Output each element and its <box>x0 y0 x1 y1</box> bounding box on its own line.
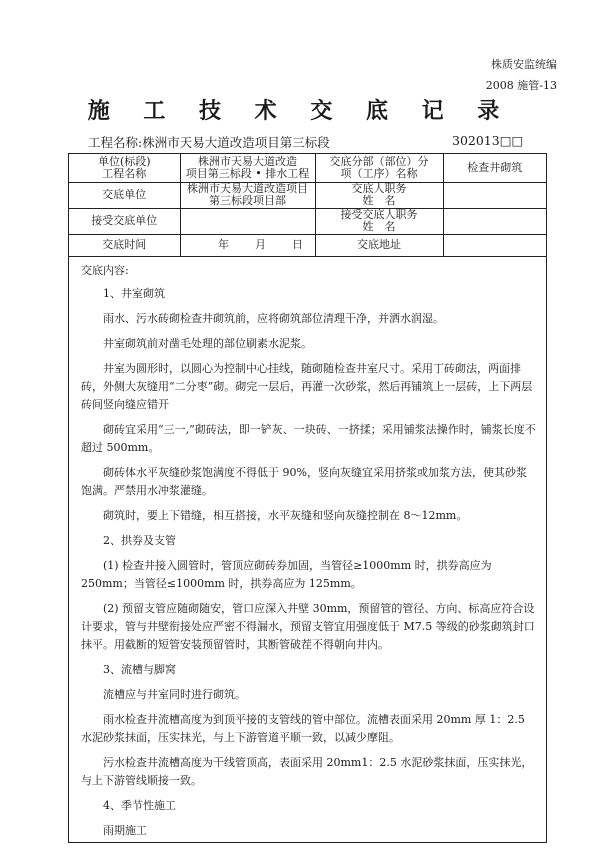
content-paragraph: 砌砖宜采用“三一,”砌砖法，即一铲灰、一块砖、一挤揉；采用铺浆法操作时，铺浆长度不超过 500mm。 <box>81 423 536 454</box>
content-paragraph: 雨水检查井流槽高度为到顶平接的支管线的管中部位。流槽表面采用 20mm 厚 1：2.5 水泥砂浆抹面，压实抹光，与上下游管道平顺一致，以减少摩阻。 <box>81 713 525 744</box>
row-time <box>69 234 546 256</box>
section-heading: 4、季节性施工 <box>103 799 176 812</box>
info-table <box>69 154 546 257</box>
content-paragraph: 污水检查井流槽高度为干线管顶高，表面采用 20mm1：2.5 水泥砂浆抹面，压实抹光，与上下游管线顺接一致。 <box>81 756 533 787</box>
content-paragraph: 砌砖体水平灰缝砂浆饱满度不得低于 90%，竖向灰缝宜采用挤浆或加浆方法，使其砂浆饱满。严禁用水冲浆灌缝。 <box>81 466 527 497</box>
project-label: 工程名称: <box>88 135 143 150</box>
disclosing-unit-value: 株洲市天易大道改造项目 第三标段项目部 <box>180 182 315 208</box>
subproject-value-cell: 检查井砌筑 <box>443 154 546 182</box>
issuer-note: 株质安监统编 <box>491 58 557 71</box>
content-paragraph: (1) 检查井接入圆管时，管顶应砌砖券加固，当管径≥1000mm 时，拱券高应为 250mm；当管径≤1000mm 时，拱券高应为 125mm。 <box>81 559 492 590</box>
row-disclosing-unit <box>69 182 546 208</box>
content-paragraph: 井室砌筑前对凿毛处理的部位刷素水泥浆。 <box>103 337 312 350</box>
place-value[interactable] <box>443 234 546 256</box>
project-name: 株洲市天易大道改造项目第三标段 <box>142 135 330 150</box>
section-heading: 2、拱券及支管 <box>103 534 176 547</box>
time-day: 日 <box>292 238 303 251</box>
receiving-unit-label: 接受交底单位 <box>69 208 180 234</box>
time-month: 月 <box>255 238 266 251</box>
time-year: 年 <box>218 238 229 251</box>
unit-label-cell: 单位(标段) 工程名称 <box>69 154 180 182</box>
content-paragraph: (2) 预留支管应随砌随安，管口应深入井壁 30mm，预留管的管径、方向、标高应符合设计要求，管与井壁衔接处应严密不得漏水，预留支管宜用强度低于 M7.5 等级的砂浆砌筑封口抹平。用截断的短管安装预留管时，其断管破茬不得朝向井内。 <box>81 602 535 651</box>
content-paragraph: 流槽应与井室同时进行砌筑。 <box>103 688 246 701</box>
disclosing-unit-label: 交底单位 <box>69 182 180 208</box>
discloser-label: 交底人职务 姓 名 <box>315 182 443 208</box>
document-code: 302013□□ <box>452 133 524 148</box>
content-label: 交底内容: <box>81 264 129 277</box>
receiving-unit-value[interactable] <box>180 208 315 234</box>
content-paragraph: 雨期施工 <box>103 824 147 837</box>
subproject-label-cell: 交底分部（部位）分 项（工序）名称 <box>315 154 443 182</box>
receiver-label: 接受交底人职务 姓 名 <box>315 208 443 234</box>
disclosure-form <box>68 153 547 843</box>
document-title: 施 工 技 术 交 底 记 录 <box>87 98 513 124</box>
place-label: 交底地址 <box>315 234 443 256</box>
content-blocks <box>81 285 536 840</box>
discloser-value[interactable] <box>443 182 546 208</box>
time-value[interactable] <box>180 234 315 256</box>
unit-value-cell: 株洲市天易大道改造 项目第三标段 • 排水工程 <box>180 154 315 182</box>
content-paragraph: 雨水、污水砖砌检查井砌筑前，应将砌筑部位清理干净，并洒水润湿。 <box>103 312 444 325</box>
row-receiving-unit <box>69 208 546 234</box>
disclosure-content <box>81 262 536 847</box>
section-heading: 1、井室砌筑 <box>103 287 165 300</box>
section-heading: 3、流槽与脚窝 <box>103 663 176 676</box>
content-paragraph: 井室为圆形时，以圆心为控制中心挂线，随砌随检查井室尺寸。采用丁砖砌法，两面排砖，外侧大灰缝用“二分枣”砌。砌完一层后，再灌一次砂浆，然后再铺筑上一层砖，上下两层砖间竖向缝应错开 <box>81 362 533 411</box>
project-line <box>88 133 330 151</box>
row-unit <box>69 154 546 182</box>
receiver-value[interactable] <box>443 208 546 234</box>
time-label: 交底时间 <box>69 234 180 256</box>
content-paragraph: 砌筑时，要上下错缝，相互搭接，水平灰缝和竖向灰缝控制在 8～12mm。 <box>103 509 468 522</box>
form-number: 2008 施管-13 <box>485 79 557 92</box>
